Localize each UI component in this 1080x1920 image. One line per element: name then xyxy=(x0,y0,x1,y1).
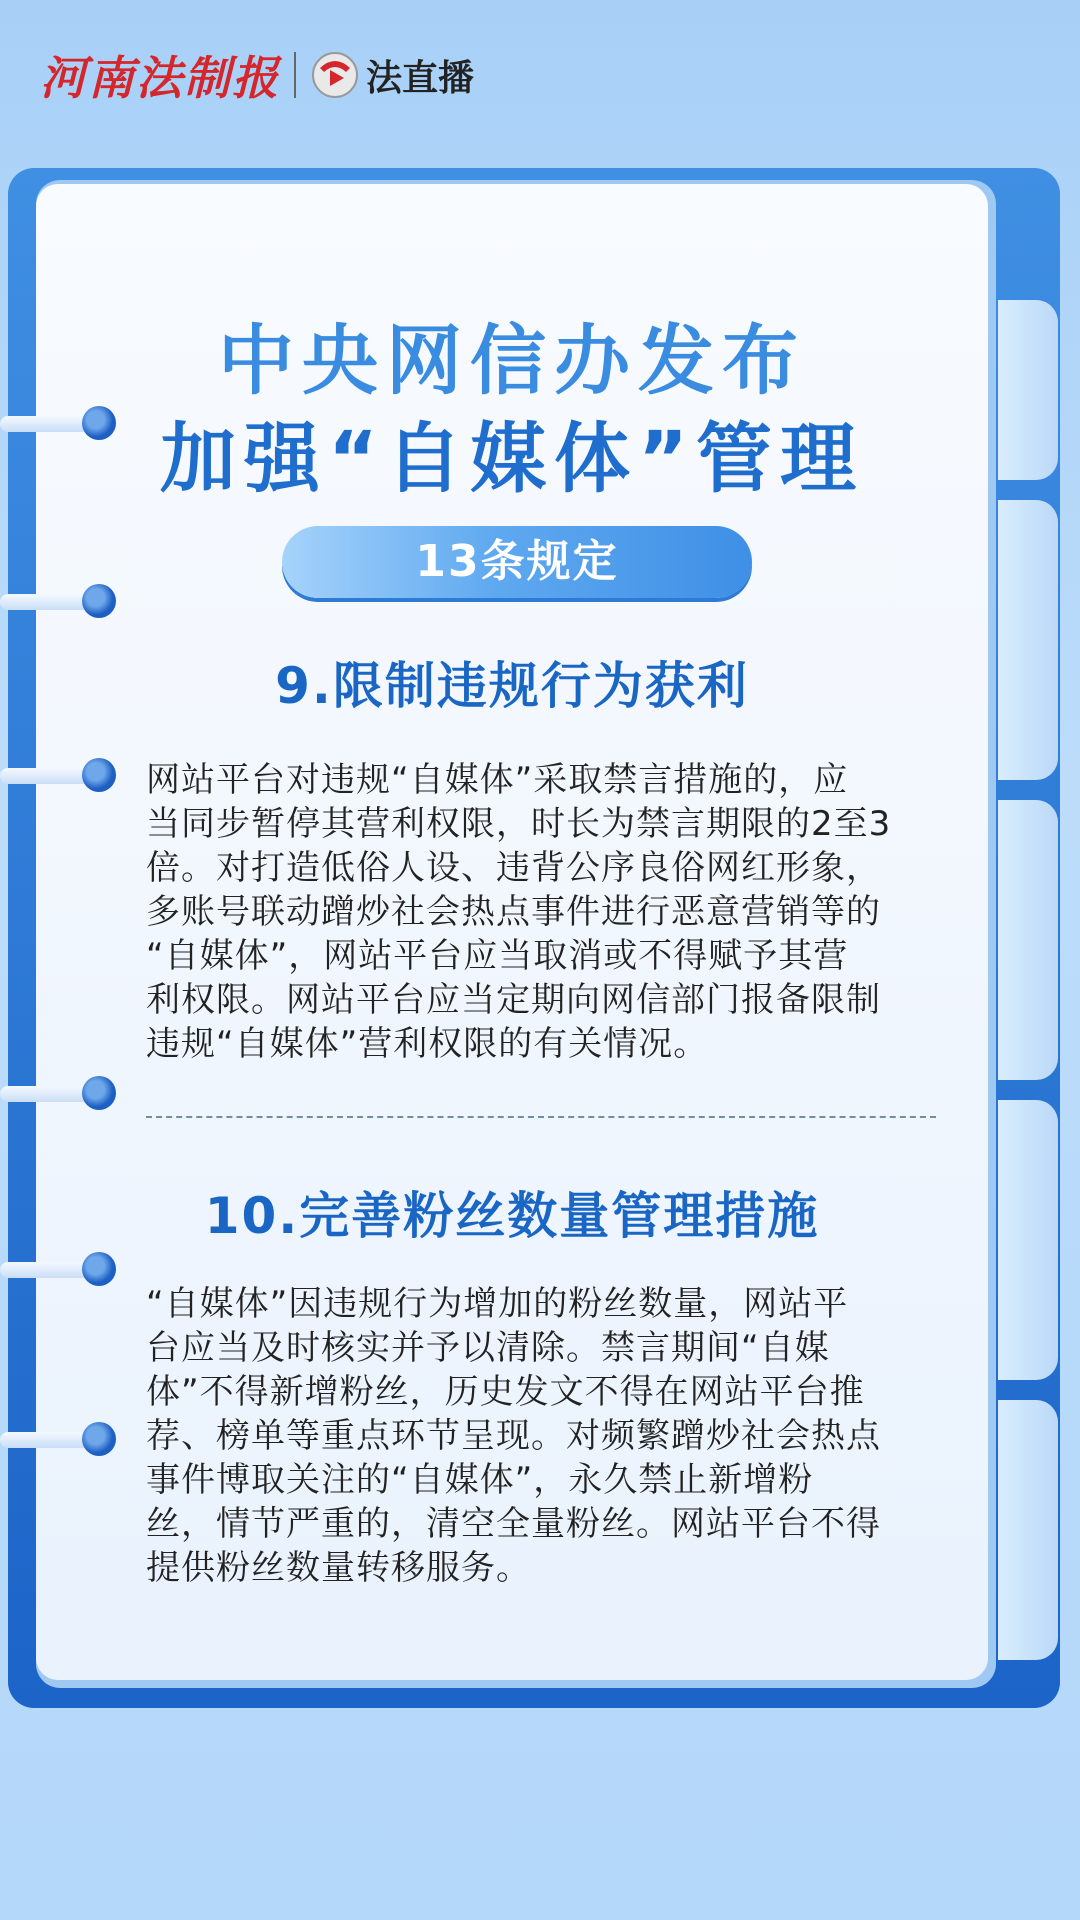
body-line: 违规“自媒体”营利权限的有关情况。 xyxy=(146,1024,709,1064)
body-line: 丝，情节严重的，清空全量粉丝。网站平台不得 xyxy=(146,1504,881,1544)
binder-tab xyxy=(998,500,1058,780)
binder-ring xyxy=(0,756,112,796)
binder-tab xyxy=(998,1400,1058,1660)
page-title-line2: 加强“自媒体”管理 xyxy=(160,414,864,503)
section-title: 10.完善粉丝数量管理措施 xyxy=(204,1187,820,1245)
body-line: 网站平台对违规“自媒体”采取禁言措施的，应 xyxy=(146,760,849,800)
binder-tab xyxy=(998,1100,1058,1380)
body-line: 多账号联动蹭炒社会热点事件进行恶意营销等的 xyxy=(146,892,881,932)
binder-tab xyxy=(998,800,1058,1080)
body-line: 倍。对打造低俗人设、违背公序良俗网红形象， xyxy=(146,848,881,888)
body-line: 荐、榜单等重点环节呈现。对频繁蹭炒社会热点 xyxy=(146,1416,881,1456)
binder-ring xyxy=(0,582,112,622)
section-divider xyxy=(146,1116,936,1118)
newspaper-logo: 河南法制报 xyxy=(40,51,280,105)
section-title: 9.限制违规行为获利 xyxy=(275,657,749,715)
binder-ring xyxy=(0,1074,112,1114)
section-body xyxy=(146,1282,936,1590)
live-logo-text: 法直播 xyxy=(366,56,475,98)
rules-count-badge: 13条规定 xyxy=(282,526,752,598)
binder-ring xyxy=(0,1250,112,1290)
live-logo xyxy=(310,50,474,101)
body-line: 事件博取关注的“自媒体”，永久禁止新增粉 xyxy=(146,1460,814,1500)
body-line: “自媒体”，网站平台应当取消或不得赋予其营 xyxy=(146,936,849,976)
live-logo-icon xyxy=(310,50,360,100)
body-line: “自媒体”因违规行为增加的粉丝数量，网站平 xyxy=(146,1284,849,1324)
body-line: 体”不得新增粉丝，历史发文不得在网站平台推 xyxy=(146,1372,865,1412)
body-line: 利权限。网站平台应当定期向网信部门报备限制 xyxy=(146,980,881,1020)
body-line: 台应当及时核实并予以清除。禁言期间“自媒 xyxy=(146,1328,830,1368)
header xyxy=(40,42,474,108)
binder-ring xyxy=(0,1420,112,1460)
binder-tab xyxy=(998,300,1058,480)
body-line: 提供粉丝数量转移服务。 xyxy=(146,1548,531,1588)
page-title-line1: 中央网信办发布 xyxy=(218,316,806,405)
logo-divider xyxy=(294,52,296,98)
body-line: 当同步暂停其营利权限，时长为禁言期限的2至3 xyxy=(146,804,892,844)
section-body xyxy=(146,758,936,1066)
